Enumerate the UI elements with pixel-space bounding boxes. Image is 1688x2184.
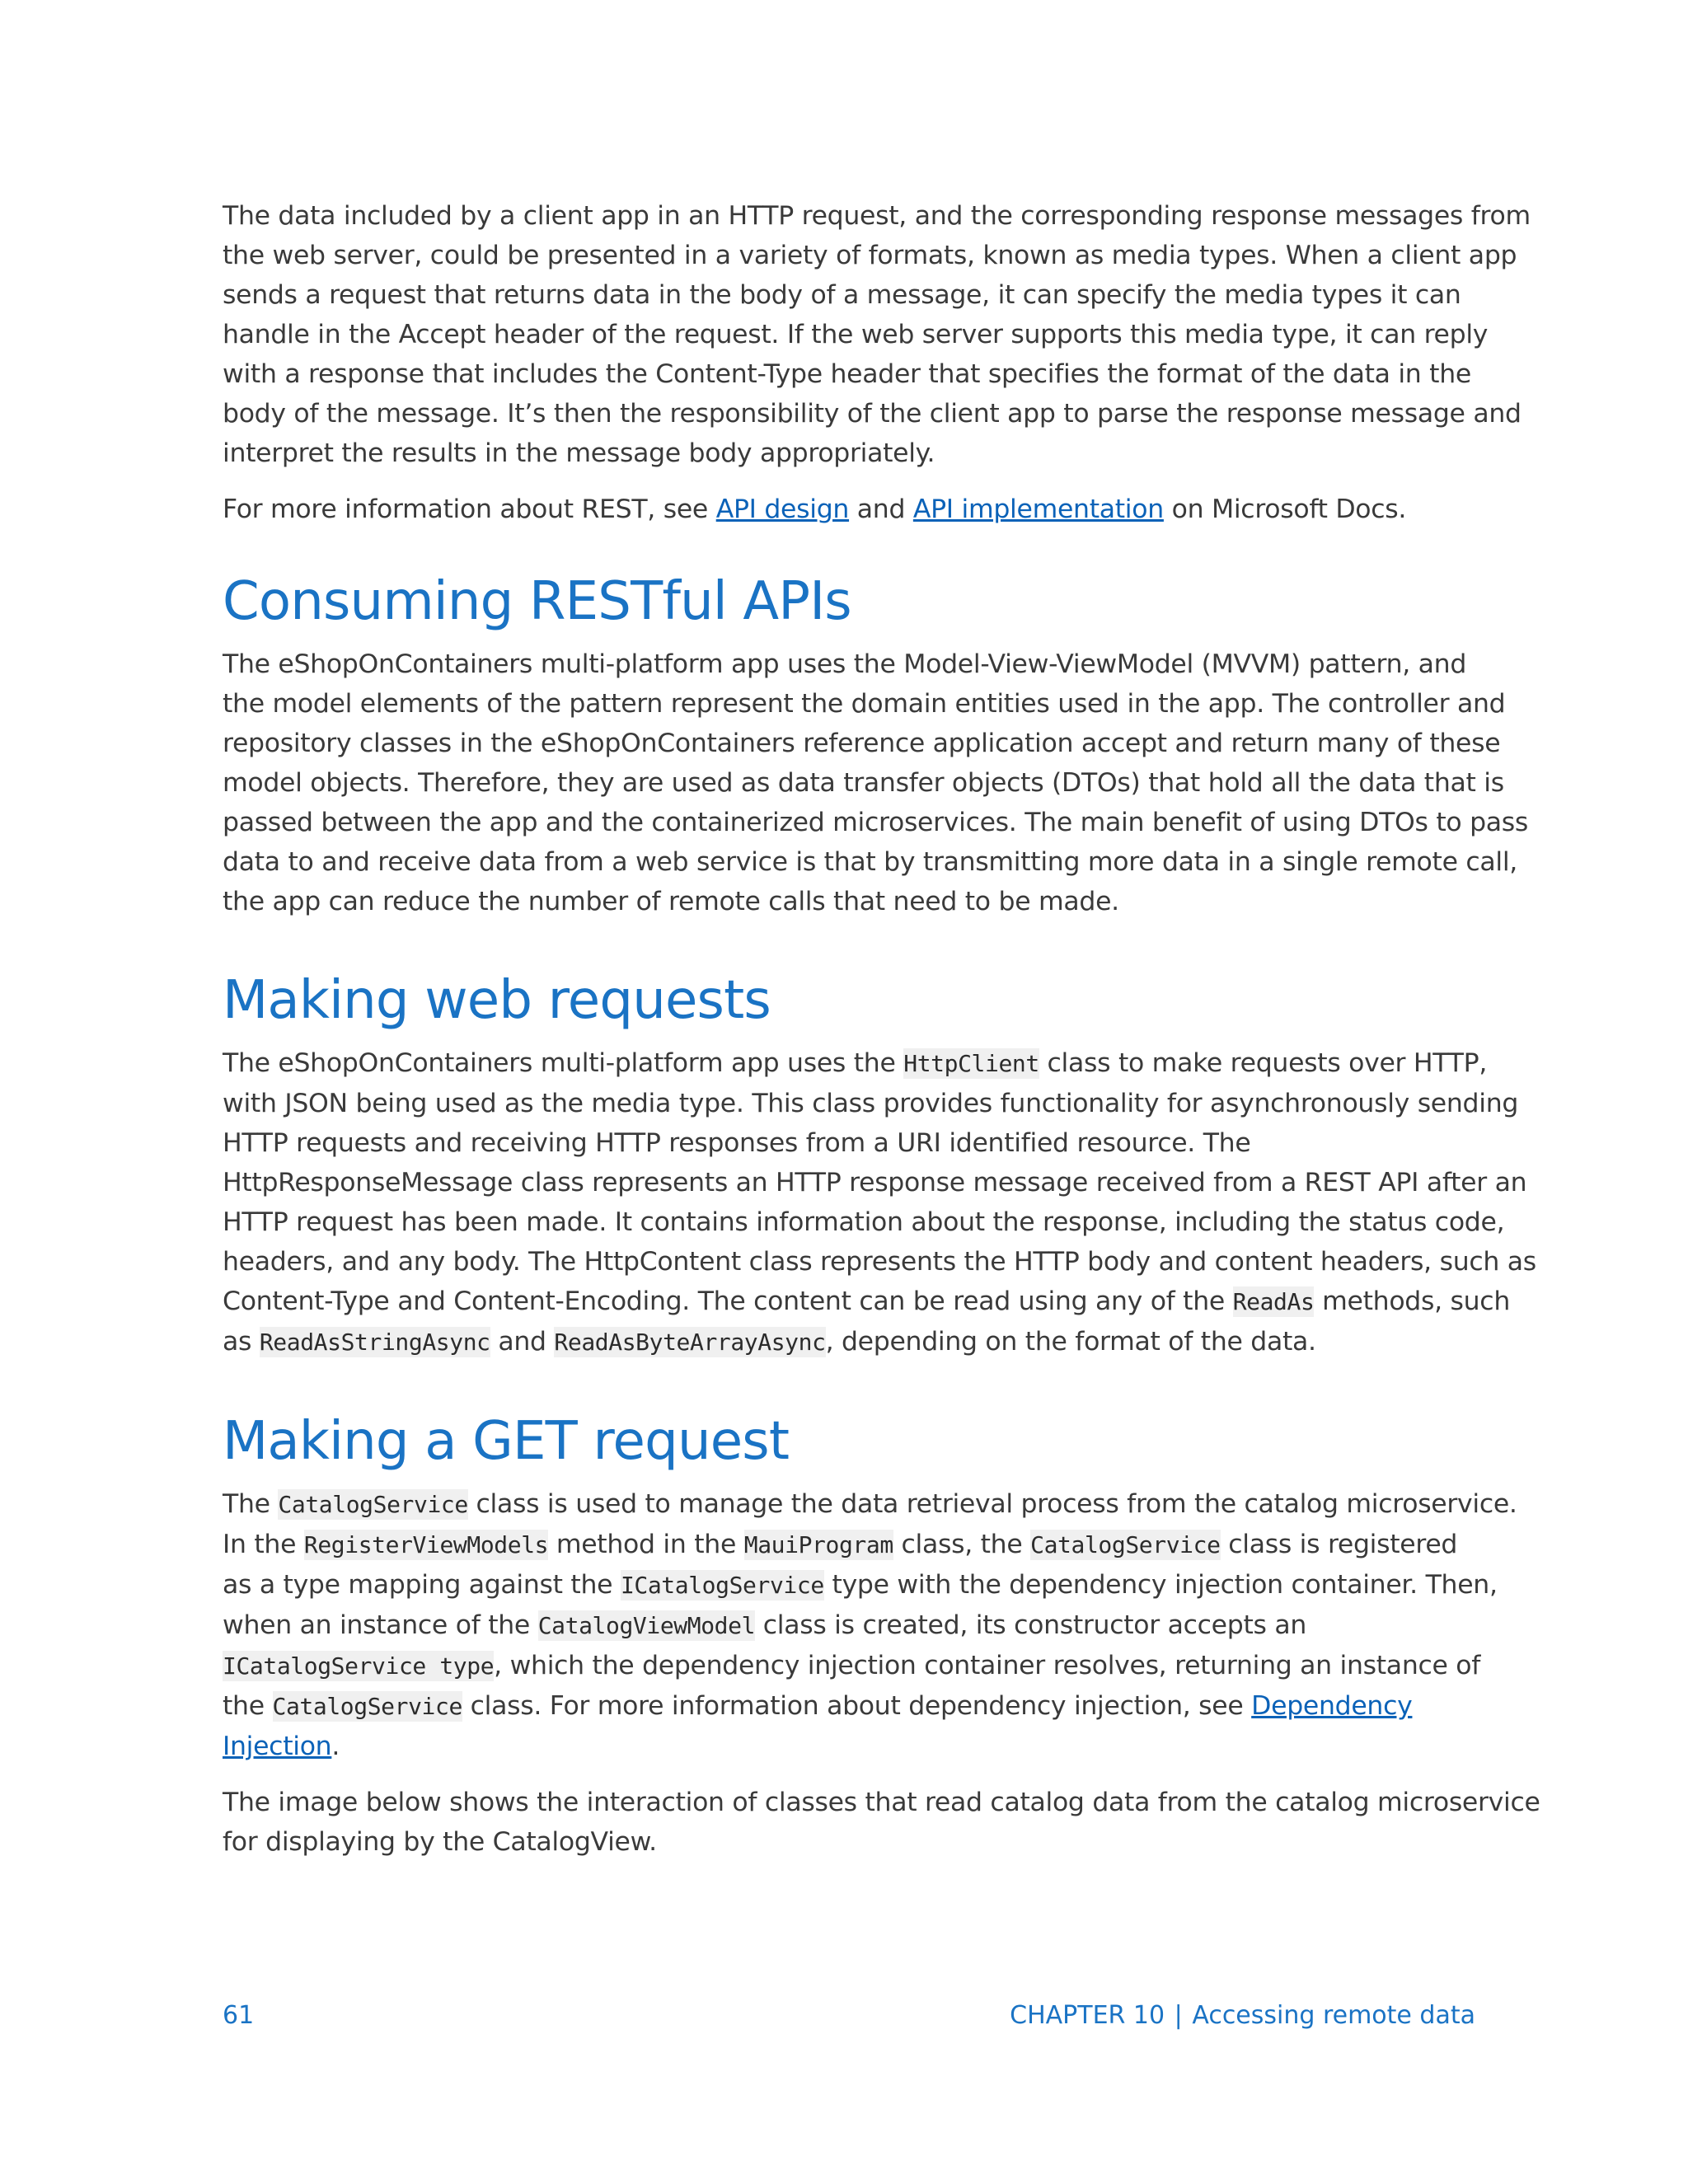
page-footer xyxy=(223,2001,1475,2030)
text-line: The eShopOnContainers multi-platform app uses the Model-View-ViewModel (MVVM) pattern, and xyxy=(223,649,1467,679)
code-icatalogservice-type: ICatalogService type xyxy=(223,1652,495,1680)
text-line: with a response that includes the Content-Type header that specifies the format of the data in the xyxy=(223,359,1471,389)
text-line: model objects. Therefore, they are used as data transfer objects (DTOs) that hold all the data that is xyxy=(223,768,1504,798)
code-readasstringasync: ReadAsStringAsync xyxy=(259,1329,490,1356)
text-line: interpret the results in the message body appropriately. xyxy=(223,438,935,468)
text-line: the web server, could be presented in a variety of formats, known as media types. When a client app xyxy=(223,241,1517,270)
text-line: for displaying by the CatalogView. xyxy=(223,1827,657,1857)
code-httpclient: HttpClient xyxy=(903,1050,1039,1077)
text-line: HttpResponseMessage class represents an HTTP response message received from a REST API after an xyxy=(223,1168,1527,1197)
text-line: headers, and any body. The HttpContent class represents the HTTP body and content headers, such as xyxy=(223,1247,1536,1277)
text-line: For more information about REST, see API design and API implementation on Microsoft Docs. xyxy=(223,494,1407,524)
text-line: In the RegisterViewModels method in the MauiProgram class, the CatalogService class is registered xyxy=(223,1530,1458,1559)
api-design-link[interactable]: API design xyxy=(715,494,850,524)
text-line: HTTP requests and receiving HTTP responses from a URI identified resource. The xyxy=(223,1128,1251,1158)
dependency-injection-link[interactable]: Dependency xyxy=(1251,1691,1413,1721)
text-line: sends a request that returns data in the body of a message, it can specify the media types it can xyxy=(223,280,1461,310)
text-line: ICatalogService type, which the dependency injection container resolves, returning an instance of xyxy=(223,1651,1481,1680)
text-line: The eShopOnContainers multi-platform app uses the HttpClient class to make requests over HTTP, xyxy=(223,1048,1488,1078)
code-catalogviewmodel: CatalogViewModel xyxy=(537,1612,756,1639)
text-line: as ReadAsStringAsync and ReadAsByteArrayAsync, depending on the format of the data. xyxy=(223,1327,1316,1357)
text-line: Injection. xyxy=(223,1732,340,1761)
intro-paragraph xyxy=(223,196,1531,473)
text-line: passed between the app and the containerized microservices. The main benefit of using DTOs to pass xyxy=(223,808,1529,837)
text-line: as a type mapping against the ICatalogService type with the dependency injection container. Then, xyxy=(223,1570,1498,1600)
code-readasbytearrayasync: ReadAsByteArrayAsync xyxy=(554,1329,826,1356)
web-requests-paragraph xyxy=(223,1043,1536,1362)
text-line: body of the message. It’s then the responsibility of the client app to parse the response message and xyxy=(223,399,1522,429)
text-line: the model elements of the pattern represent the domain entities used in the app. The controller and xyxy=(223,689,1506,719)
code-readas: ReadAs xyxy=(1232,1288,1315,1315)
heading-making-web-requests: Making web requests xyxy=(223,970,771,1031)
page-content xyxy=(223,196,1540,1878)
text-line: with JSON being used as the media type. This class provides functionality for asynchronously sending xyxy=(223,1089,1519,1118)
text-line: data to and receive data from a web service is that by transmitting more data in a single remote call, xyxy=(223,847,1518,877)
text-line: The image below shows the interaction of classes that read catalog data from the catalog microservice xyxy=(223,1788,1540,1817)
dependency-injection-link-continued[interactable]: Injection xyxy=(223,1732,332,1761)
text-line: the app can reduce the number of remote calls that need to be made. xyxy=(223,887,1119,916)
code-catalogservice: CatalogService xyxy=(1030,1531,1221,1558)
code-icatalogservice: ICatalogService xyxy=(620,1572,824,1599)
image-description-paragraph xyxy=(223,1783,1540,1862)
more-info-paragraph xyxy=(223,490,1475,529)
text-line: when an instance of the CatalogViewModel class is created, its constructor accepts an xyxy=(223,1610,1306,1640)
text-line: The CatalogService class is used to manage the data retrieval process from the catalog microservice. xyxy=(223,1489,1517,1519)
heading-making-a-get-request: Making a GET request xyxy=(223,1411,790,1472)
chapter-label: CHAPTER 10 | Accessing remote data xyxy=(1010,2001,1475,2030)
code-registerviewmodels: RegisterViewModels xyxy=(303,1531,549,1558)
get-request-paragraph xyxy=(223,1484,1517,1766)
heading-consuming-restful-apis: Consuming RESTful APIs xyxy=(223,571,851,632)
text-line: the CatalogService class. For more information about dependency injection, see Dependency xyxy=(223,1691,1413,1721)
text-line: The data included by a client app in an HTTP request, and the corresponding response messages from xyxy=(223,201,1531,231)
text-line: Content-Type and Content-Encoding. The content can be read using any of the ReadAs methods, such xyxy=(223,1286,1510,1316)
text-line: HTTP request has been made. It contains information about the response, including the status code, xyxy=(223,1207,1505,1237)
code-mauiprogram: MauiProgram xyxy=(743,1531,893,1558)
text-line: handle in the Accept header of the request. If the web server supports this media type, it can reply xyxy=(223,320,1489,349)
page-number: 61 xyxy=(223,2001,255,2030)
api-implementation-link[interactable]: API implementation xyxy=(912,494,1164,524)
code-catalogservice: CatalogService xyxy=(272,1693,462,1720)
consuming-paragraph xyxy=(223,644,1529,921)
code-catalogservice: CatalogService xyxy=(278,1491,468,1518)
text-line: repository classes in the eShopOnContainers reference application accept and return many of these xyxy=(223,729,1501,758)
